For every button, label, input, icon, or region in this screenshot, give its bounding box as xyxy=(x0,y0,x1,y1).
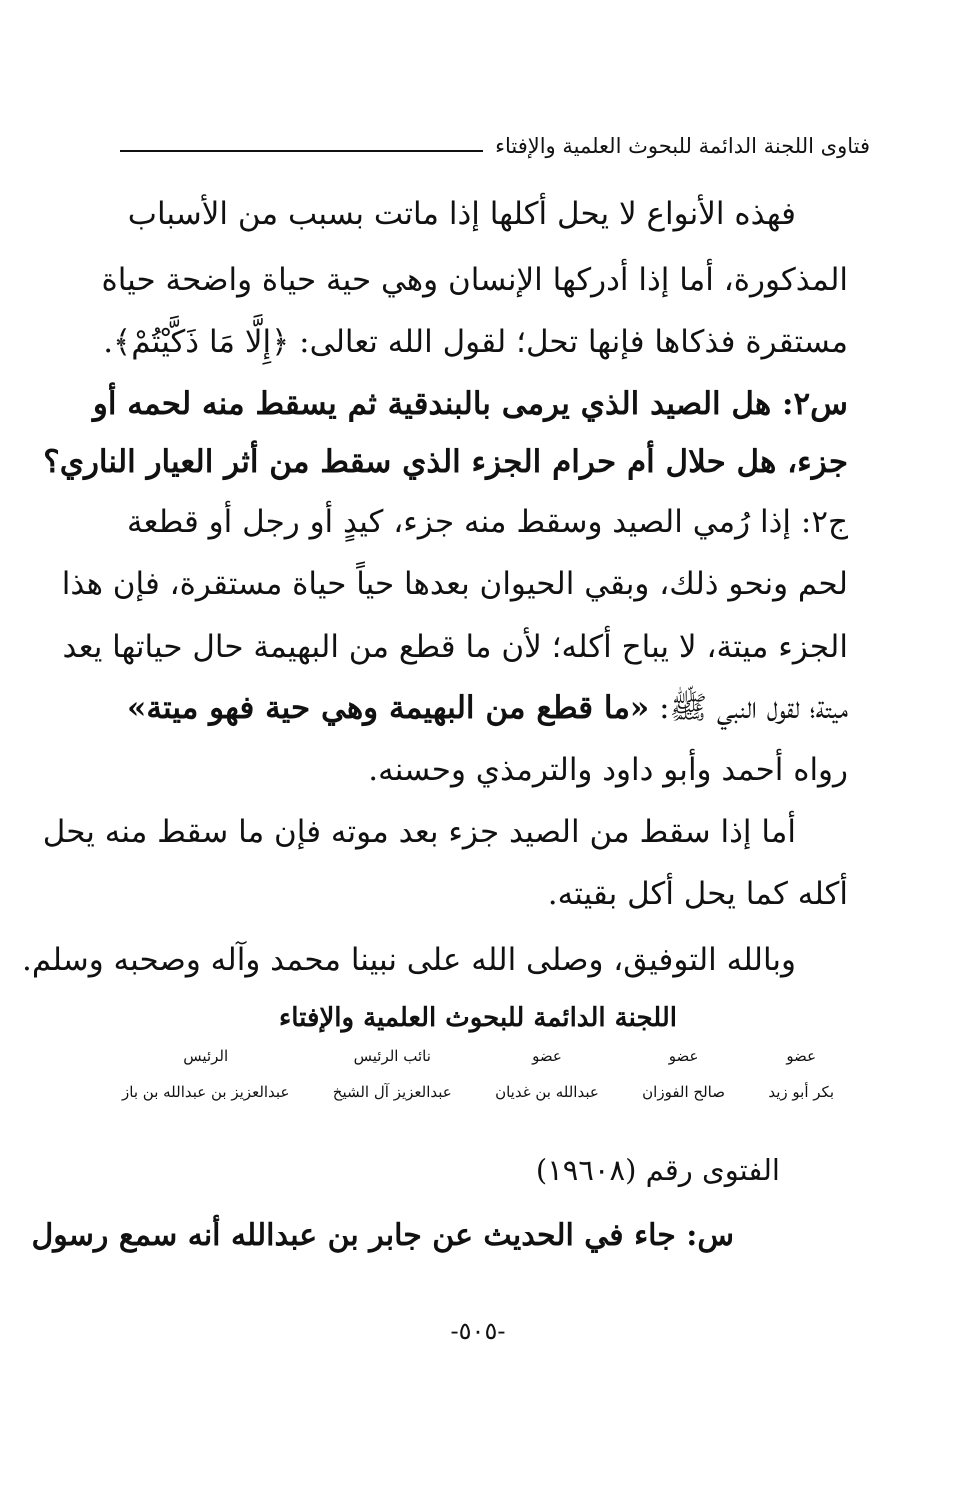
member-name: عبدالعزيز بن عبدالله بن باز xyxy=(122,1083,290,1101)
member xyxy=(768,1046,834,1102)
body-line-2: المذكورة، أما إذا أدركها الإنسان وهي حية حياة واضحة حياة xyxy=(101,262,848,298)
member-name: عبدالعزيز آل الشيخ xyxy=(332,1083,452,1101)
answer-line-3: الجزء ميتة، لا يباح أكله؛ لأن ما قطع من البهيمة حال حياتها يعد xyxy=(62,629,848,665)
member-role: الرئيس xyxy=(183,1047,229,1065)
member xyxy=(642,1046,725,1102)
member-role: عضو xyxy=(532,1047,562,1065)
fatwa-number: الفتوى رقم (١٩٦٠٨) xyxy=(535,1153,780,1187)
body-line-1: فهذه الأنواع لا يحل أكلها إذا ماتت بسبب من الأسباب xyxy=(127,196,796,232)
next-question-line: س: جاء في الحديث عن جابر بن عبدالله أنه سمع رسول xyxy=(31,1218,734,1253)
member-name: عبدالله بن غديان xyxy=(495,1083,599,1101)
header-rule xyxy=(120,150,483,152)
member-name: بكر أبو زيد xyxy=(768,1083,834,1101)
hadith-line xyxy=(127,688,848,728)
question-line-1: س٢: هل الصيد الذي يرمى بالبندقية ثم يسقط منه لحمه أو xyxy=(92,386,848,422)
closing-line: وبالله التوفيق، وصلى الله على نبينا محمد وآله وصحبه وسلم. xyxy=(21,942,796,978)
page-number: -٥٠٥- xyxy=(450,1317,506,1345)
second-para-line-2: أكله كما يحل أكل بقيته. xyxy=(547,876,848,912)
member xyxy=(495,1046,599,1102)
narration-line: رواه أحمد وأبو داود والترمذي وحسنه. xyxy=(368,752,848,788)
answer-line-1: ج٢: إذا رُمي الصيد وسقط منه جزء، كيدٍ أو رجل أو قطعة xyxy=(127,504,848,540)
hadith-prefix: ميتة؛ لقول النبي ﷺ: xyxy=(649,690,848,726)
running-header xyxy=(120,128,870,164)
question-line-2: جزء، هل حلال أم حرام الجزء الذي سقط من أثر العيار الناري؟ xyxy=(43,444,848,480)
committee-members xyxy=(122,1046,834,1102)
member-role: عضو xyxy=(786,1047,817,1065)
member xyxy=(122,1046,289,1102)
answer-line-2: لحم ونحو ذلك، وبقي الحيوان بعدها حياً حياة مستقرة، فإن هذا xyxy=(61,566,848,602)
second-para-line-1: أما إذا سقط من الصيد جزء بعد موته فإن ما سقط منه يحل xyxy=(42,814,796,850)
member xyxy=(333,1046,452,1102)
member-role: عضو xyxy=(668,1047,699,1065)
member-role: نائب الرئيس xyxy=(353,1047,431,1065)
hadith-quote: «ما قطع من البهيمة وهي حية فهو ميتة» xyxy=(127,690,650,726)
header-title: فتاوى اللجنة الدائمة للبحوث العلمية والإفتاء xyxy=(495,134,870,158)
member-name: صالح الفوزان xyxy=(642,1083,725,1101)
committee-title: اللجنة الدائمة للبحوث العلمية والإفتاء xyxy=(279,1003,677,1033)
body-line-3: مستقرة فذكاها فإنها تحل؛ لقول الله تعالى: ﴿إِلَّا مَا ذَكَّيْتُمْ﴾. xyxy=(103,324,848,360)
